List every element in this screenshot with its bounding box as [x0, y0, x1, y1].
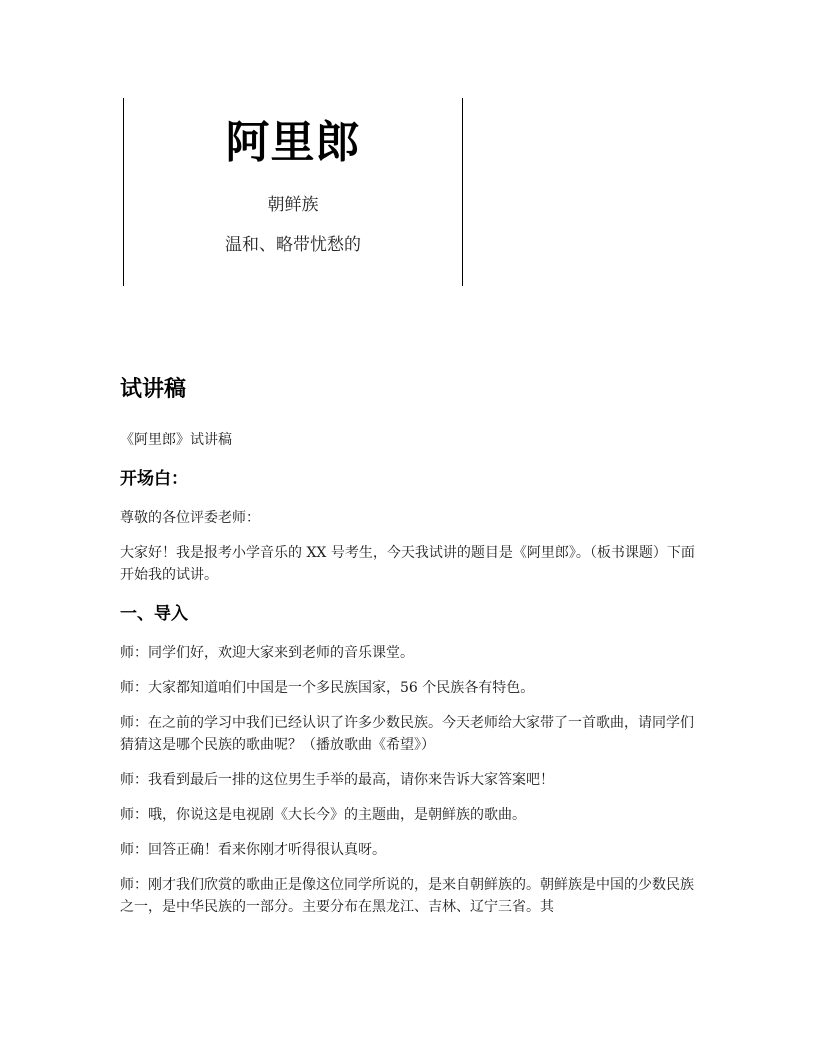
doc-title: 《阿里郎》试讲稿 [120, 432, 232, 448]
intro-paragraph: 大家好！我是报考小学音乐的 XX 号考生，今天我试讲的题目是《阿里郎》。（板书课题）下面开始我的试讲。 [120, 545, 695, 583]
dialogue-line: 师：我看到最后一排的这位男生手举的最高，请你来告诉大家答案吧！ [120, 772, 554, 788]
dialogue-line: 师：哦，你说这是电视剧《大长今》的主题曲，是朝鲜族的歌曲。 [120, 807, 526, 823]
section-heading-intro: 一、导入 [120, 604, 188, 624]
dialogue-line: 师：在之前的学习中我们已经认识了许多少数民族。今天老师给大家带了一首歌曲，请同学们猜猜这是哪个民族的歌曲呢？（播放歌曲《希望》） [120, 715, 694, 753]
dialogue-line: 师：回答正确！看来你刚才听得很认真呀。 [120, 842, 386, 858]
greeting: 尊敬的各位评委老师： [120, 510, 260, 526]
dialogue-line: 师：刚才我们欣赏的歌曲正是像这位同学所说的，是来自朝鲜族的。朝鲜族是中国的少数民族之一，是中华民族的一部分。主要分布在黑龙江、吉林、辽宁三省。其 [120, 877, 694, 915]
blackboard-design [123, 98, 463, 286]
script-body [120, 372, 696, 931]
dialogue-line: 师：同学们好，欢迎大家来到老师的音乐课堂。 [120, 645, 414, 661]
board-title: 阿里郎 [225, 117, 361, 168]
dialogue-line: 师：大家都知道咱们中国是一个多民族国家，56 个民族各有特色。 [120, 680, 535, 696]
script-heading: 试讲稿 [120, 377, 187, 402]
opening-heading: 开场白： [120, 469, 188, 489]
board-emotion: 温和、略带忧愁的 [225, 235, 361, 255]
board-ethnicity: 朝鲜族 [267, 195, 319, 215]
